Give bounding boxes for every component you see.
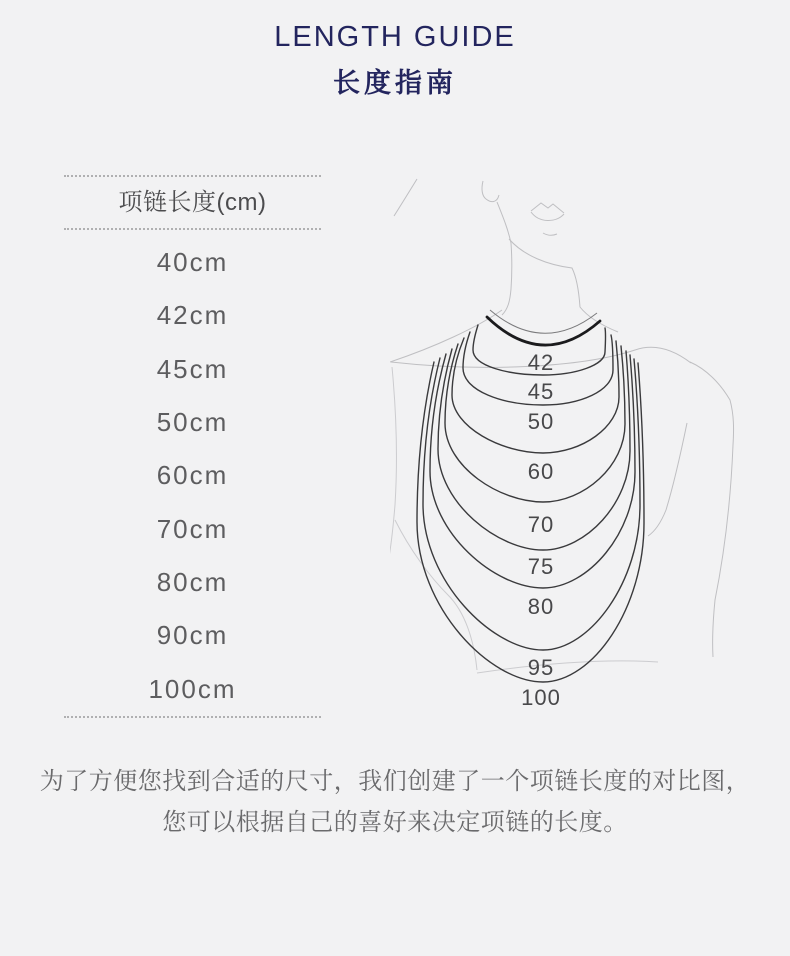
table-row: 60cm: [156, 460, 229, 491]
inner-arm-line: [648, 423, 687, 536]
table-row: 100cm: [148, 673, 237, 704]
necklace-curve-choker: [487, 317, 600, 345]
table-row: 50cm: [156, 407, 229, 438]
necklace-length-label: 75: [527, 554, 555, 579]
necklace-length-label: 45: [527, 379, 555, 404]
description-line-2: 您可以根据自己的喜好来决定项链的长度。: [162, 809, 628, 836]
necklace-length-label: 60: [527, 459, 555, 484]
table-row: 42cm: [156, 300, 229, 331]
table-rows: [64, 230, 321, 718]
necklace-length-label: 42: [527, 350, 555, 375]
necklace-length-diagram: [390, 165, 790, 750]
necklace-length-label: 80: [527, 594, 555, 619]
left-underarm-line: [395, 520, 477, 670]
description-text: [0, 761, 790, 843]
neck-left-line: [497, 202, 512, 315]
necklace-length-label: 70: [527, 512, 555, 537]
page-title-chinese: 长度指南: [333, 68, 457, 98]
necklace-length-table: [64, 175, 321, 718]
description-line-1: 为了方便您找到合适的尺寸，我们创建了一个项链长度的对比图，: [39, 768, 751, 795]
jaw-neck-right-line: [509, 239, 618, 332]
page-title-english: LENGTH GUIDE: [274, 21, 516, 53]
table-row: 70cm: [156, 513, 229, 544]
table-row: 45cm: [156, 353, 229, 384]
necklace-length-label: 50: [527, 409, 555, 434]
necklace-length-label: 95: [527, 655, 555, 680]
table-row: 80cm: [156, 567, 229, 598]
figure-outline: [390, 179, 734, 673]
table-row: 90cm: [156, 620, 229, 651]
neck-base-line: [490, 310, 597, 333]
right-shoulder-arm-line: [690, 362, 734, 657]
table-row: 40cm: [156, 247, 229, 278]
left-arm-line: [390, 367, 396, 563]
hair-strand-line: [394, 179, 417, 216]
lips-icon: [531, 203, 564, 235]
chin-line: [482, 181, 499, 202]
table-header: 项链长度(cm): [64, 177, 321, 230]
necklace-length-label: 100: [521, 685, 561, 710]
